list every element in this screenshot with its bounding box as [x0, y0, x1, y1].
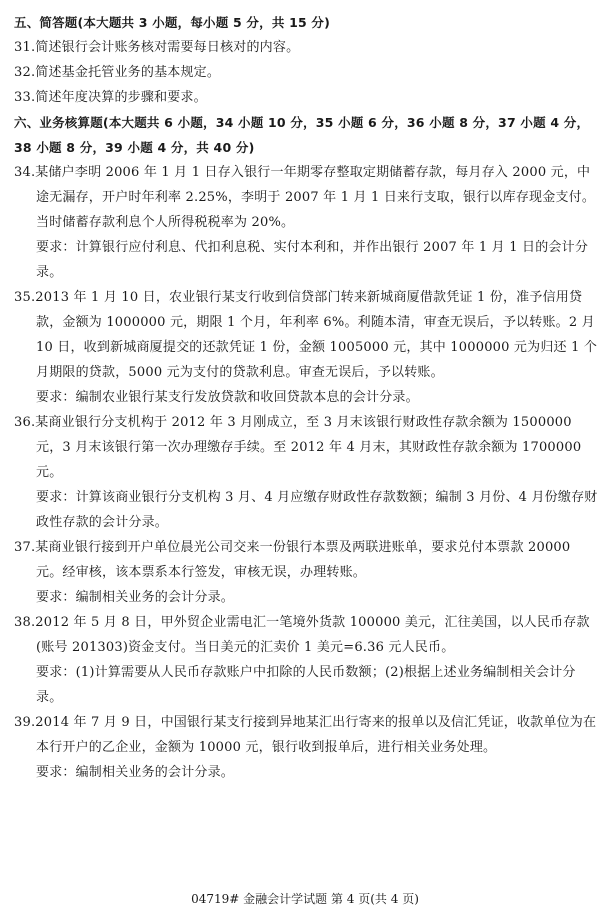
question-number: 36.: [14, 415, 36, 430]
question-33: [14, 85, 598, 110]
question-text: 简述年度决算的步骤和要求。: [35, 90, 207, 105]
question-text: 某商业银行分支机构于 2012 年 3 月刚成立，至 3 月末该银行财政性存款余额为 1500000 元，3 月末该银行第一次办理缴存手续。至 2012 年 4 月末，其财政性存款余额为 1700000 元。: [35, 415, 582, 480]
question-32: [14, 60, 598, 85]
question-number: 39.: [14, 715, 36, 730]
question-number: 38.: [14, 615, 36, 630]
question-38: [14, 610, 598, 660]
question-34-requirement: 要求：计算银行应付利息、代扣利息税、实付本利和，并作出银行 2007 年 1 月 1 日的会计分录。: [36, 240, 589, 280]
question-35: [14, 285, 598, 385]
page-content: [14, 10, 598, 785]
question-text: 2014 年 7 月 9 日，中国银行某支行接到异地某汇出行寄来的报单以及信汇凭证，收款单位为在本行开户的乙企业，金额为 10000 元，银行收到报单后，进行相关业务处理。: [35, 715, 597, 755]
page-footer: 04719# 金融会计学试题 第 4 页(共 4 页): [191, 892, 419, 906]
section-five-heading: 五、简答题(本大题共 3 小题，每小题 5 分，共 15 分): [14, 15, 331, 30]
question-number: 33.: [14, 90, 36, 105]
question-number: 31.: [14, 40, 36, 55]
question-35-requirement: 要求：编制农业银行某支行发放贷款和收回贷款本息的会计分录。: [36, 390, 419, 405]
question-number: 34.: [14, 165, 36, 180]
question-text: 某储户李明 2006 年 1 月 1 日存入银行一年期零存整取定期储蓄存款，每月存入 2000 元，中途无漏存，开户时年利率 2.25%，李明于 2007 年 1 月 1 日来行支取，银行以库存现金支付。当时储蓄存款利息个人所得税税率为 20%。: [35, 165, 596, 230]
question-text: 简述基金托管业务的基本规定。: [35, 65, 221, 80]
question-number: 35.: [14, 290, 36, 305]
question-text: 某商业银行接到开户单位晨光公司交来一份银行本票及两联进账单，要求兑付本票款 20000 元。经审核，该本票系本行签发，审核无误，办理转账。: [35, 540, 571, 580]
question-36: [14, 410, 598, 485]
section-six-heading: 六、业务核算题(本大题共 6 小题，34 小题 10 分，35 小题 6 分，36 小题 8 分，37 小题 4 分，38 小题 8 分，39 小题 4 分，共 40 分): [14, 115, 590, 155]
question-31: [14, 35, 598, 60]
question-text: 2012 年 5 月 8 日，甲外贸企业需电汇一笔境外货款 100000 美元，汇往美国，以人民币存款(账号 201303)资金支付。当日美元的汇卖价 1 美元=6.36 元人民币。: [35, 615, 590, 655]
question-text: 简述银行会计账务核对需要每日核对的内容。: [35, 40, 300, 55]
question-37: [14, 535, 598, 585]
question-34: [14, 160, 598, 235]
question-text: 2013 年 1 月 10 日，农业银行某支行收到信贷部门转来新城商厦借款凭证 1 份，准予信用贷款，金额为 1000000 元，期限 1 个月，年利率 6%。利随本清，审查无误后，予以转账。2 月 10 日，收到新城商厦提交的还款凭证 1 份，金额 1005000 元，其中 1000000 元为归还 1 个月期限的贷款，5000 元为支付的贷款利息。审查无误后，予以转账。: [35, 290, 598, 380]
question-36-requirement: 要求：计算该商业银行分支机构 3 月、4 月应缴存财政性存款数额；编制 3 月份、4 月份缴存财政性存款的会计分录。: [36, 490, 598, 530]
question-39-requirement: 要求：编制相关业务的会计分录。: [36, 765, 235, 780]
question-37-requirement: 要求：编制相关业务的会计分录。: [36, 590, 235, 605]
question-39: [14, 710, 598, 760]
question-number: 32.: [14, 65, 36, 80]
question-number: 37.: [14, 540, 36, 555]
question-38-requirement: 要求：(1)计算需要从人民币存款账户中扣除的人民币数额；(2)根据上述业务编制相关会计分录。: [36, 665, 576, 705]
